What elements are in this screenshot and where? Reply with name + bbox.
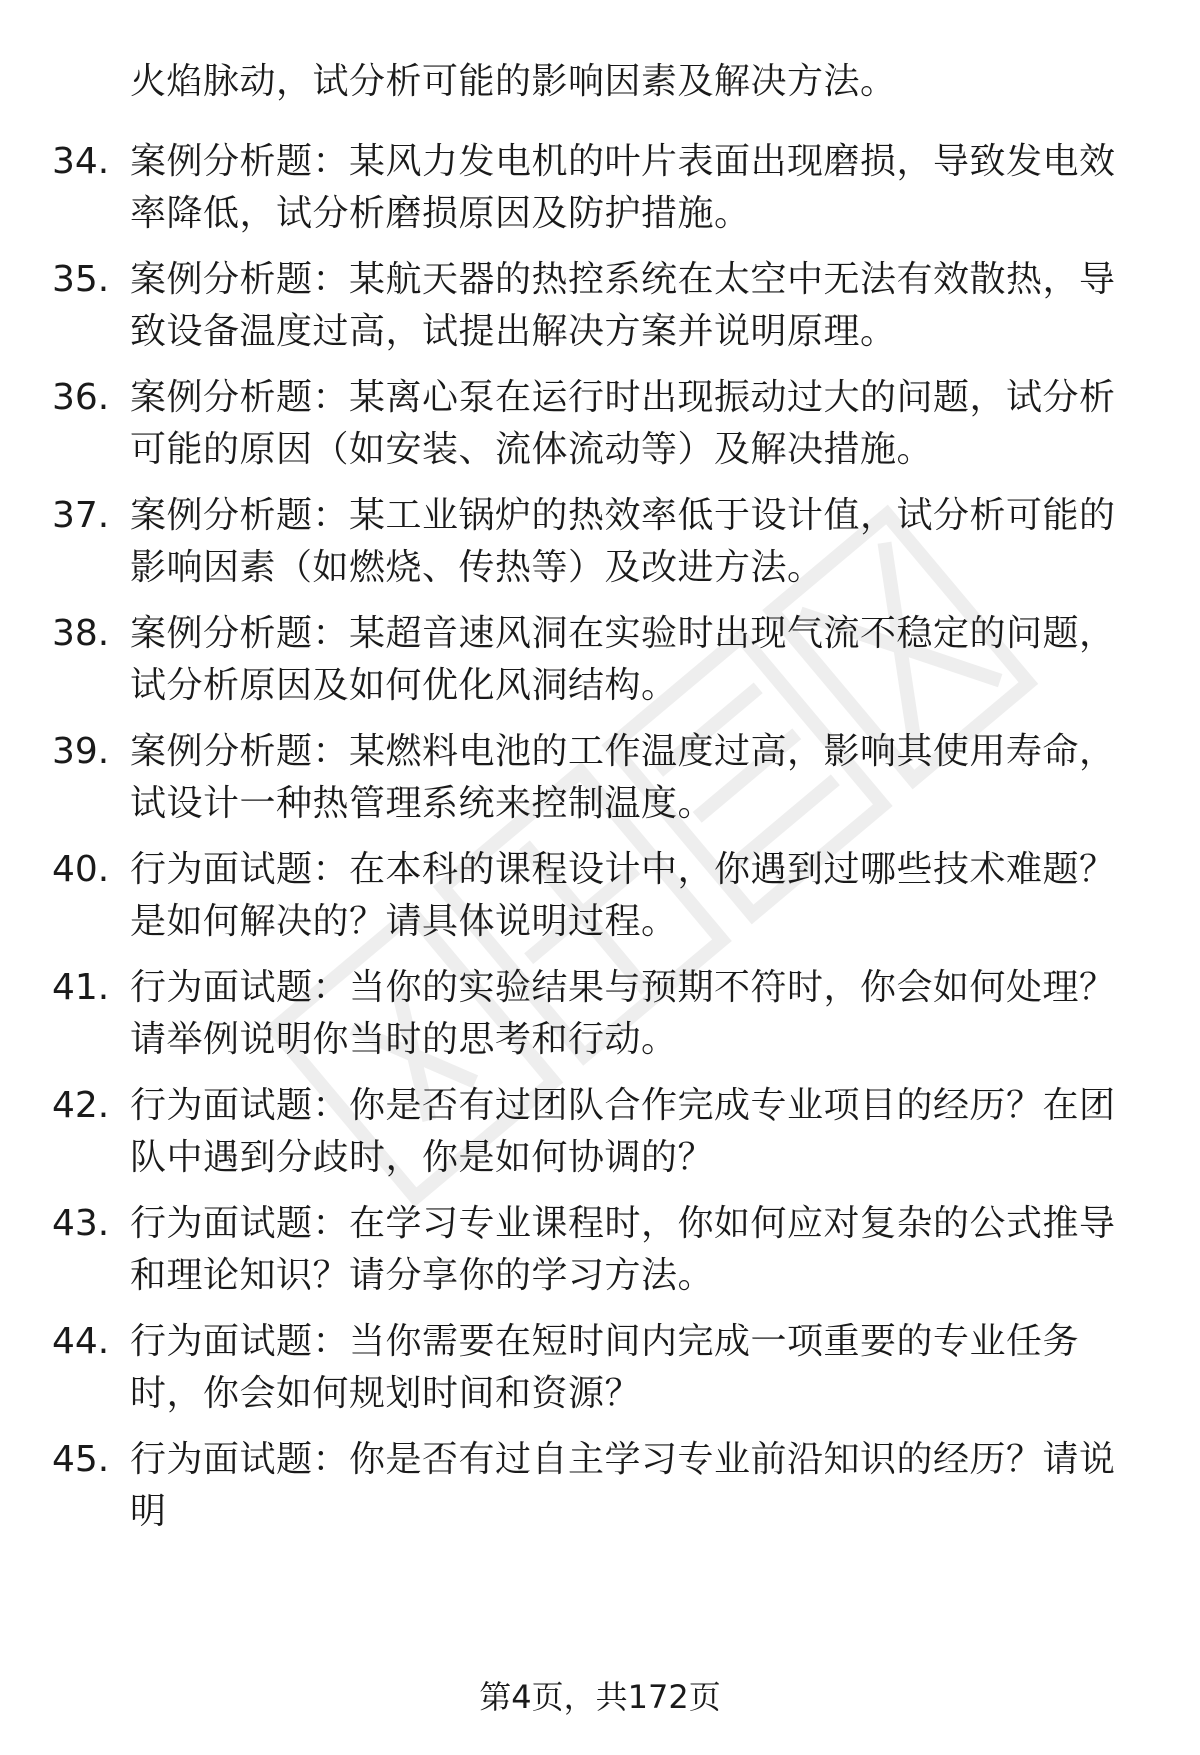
question-item xyxy=(52,254,1152,358)
question-number: 38. xyxy=(52,613,110,654)
question-item xyxy=(52,1434,1152,1538)
question-text: 案例分析题：某离心泵在运行时出现振动过大的问题，试分析可能的原因（如安装、流体流动等）及解决措施。 xyxy=(130,377,1116,470)
question-text: 案例分析题：某超音速风洞在实验时出现气流不稳定的问题，试分析原因及如何优化风洞结构。 xyxy=(130,613,1116,706)
question-item xyxy=(52,608,1152,712)
question-text: 行为面试题：你是否有过自主学习专业前沿知识的经历？请说明 xyxy=(130,1439,1116,1532)
question-item xyxy=(52,1080,1152,1184)
question-text: 案例分析题：某风力发电机的叶片表面出现磨损，导致发电效率降低，试分析磨损原因及防护措施。 xyxy=(130,141,1116,234)
question-item xyxy=(52,490,1152,594)
question-item xyxy=(52,372,1152,476)
continuation-text: 火焰脉动，试分析可能的影响因素及解决方法。 xyxy=(130,61,897,102)
question-text: 案例分析题：某工业锅炉的热效率低于设计值，试分析可能的影响因素（如燃烧、传热等）及改进方法。 xyxy=(130,495,1116,588)
question-item xyxy=(52,136,1152,240)
page-footer: 第4页，共172页 xyxy=(479,1678,721,1716)
question-item xyxy=(52,1316,1152,1420)
question-item xyxy=(52,962,1152,1066)
question-number: 40. xyxy=(52,849,110,890)
question-text: 行为面试题：当你的实验结果与预期不符时，你会如何处理？请举例说明你当时的思考和行动。 xyxy=(130,967,1116,1060)
question-number: 37. xyxy=(52,495,110,536)
question-number: 39. xyxy=(52,731,110,772)
question-text: 案例分析题：某航天器的热控系统在太空中无法有效散热，导致设备温度过高，试提出解决方案并说明原理。 xyxy=(130,259,1116,352)
question-number: 42. xyxy=(52,1085,110,1126)
question-text: 行为面试题：在学习专业课程时，你如何应对复杂的公式推导和理论知识？请分享你的学习方法。 xyxy=(130,1203,1116,1296)
question-item xyxy=(52,1198,1152,1302)
question-number: 44. xyxy=(52,1321,110,1362)
question-text: 行为面试题：在本科的课程设计中，你遇到过哪些技术难题？是如何解决的？请具体说明过程。 xyxy=(130,849,1116,942)
question-number: 36. xyxy=(52,377,110,418)
question-number: 35. xyxy=(52,259,110,300)
question-number: 41. xyxy=(52,967,110,1008)
question-number: 34. xyxy=(52,141,110,182)
question-text: 案例分析题：某燃料电池的工作温度过高，影响其使用寿命，试设计一种热管理系统来控制温度。 xyxy=(130,731,1116,824)
question-text: 行为面试题：当你需要在短时间内完成一项重要的专业任务时，你会如何规划时间和资源？ xyxy=(130,1321,1080,1414)
question-number: 43. xyxy=(52,1203,110,1244)
question-item xyxy=(52,726,1152,830)
question-number: 45. xyxy=(52,1439,110,1480)
question-text: 行为面试题：你是否有过团队合作完成专业项目的经历？在团队中遇到分歧时，你是如何协调的？ xyxy=(130,1085,1116,1178)
question-item xyxy=(52,844,1152,948)
